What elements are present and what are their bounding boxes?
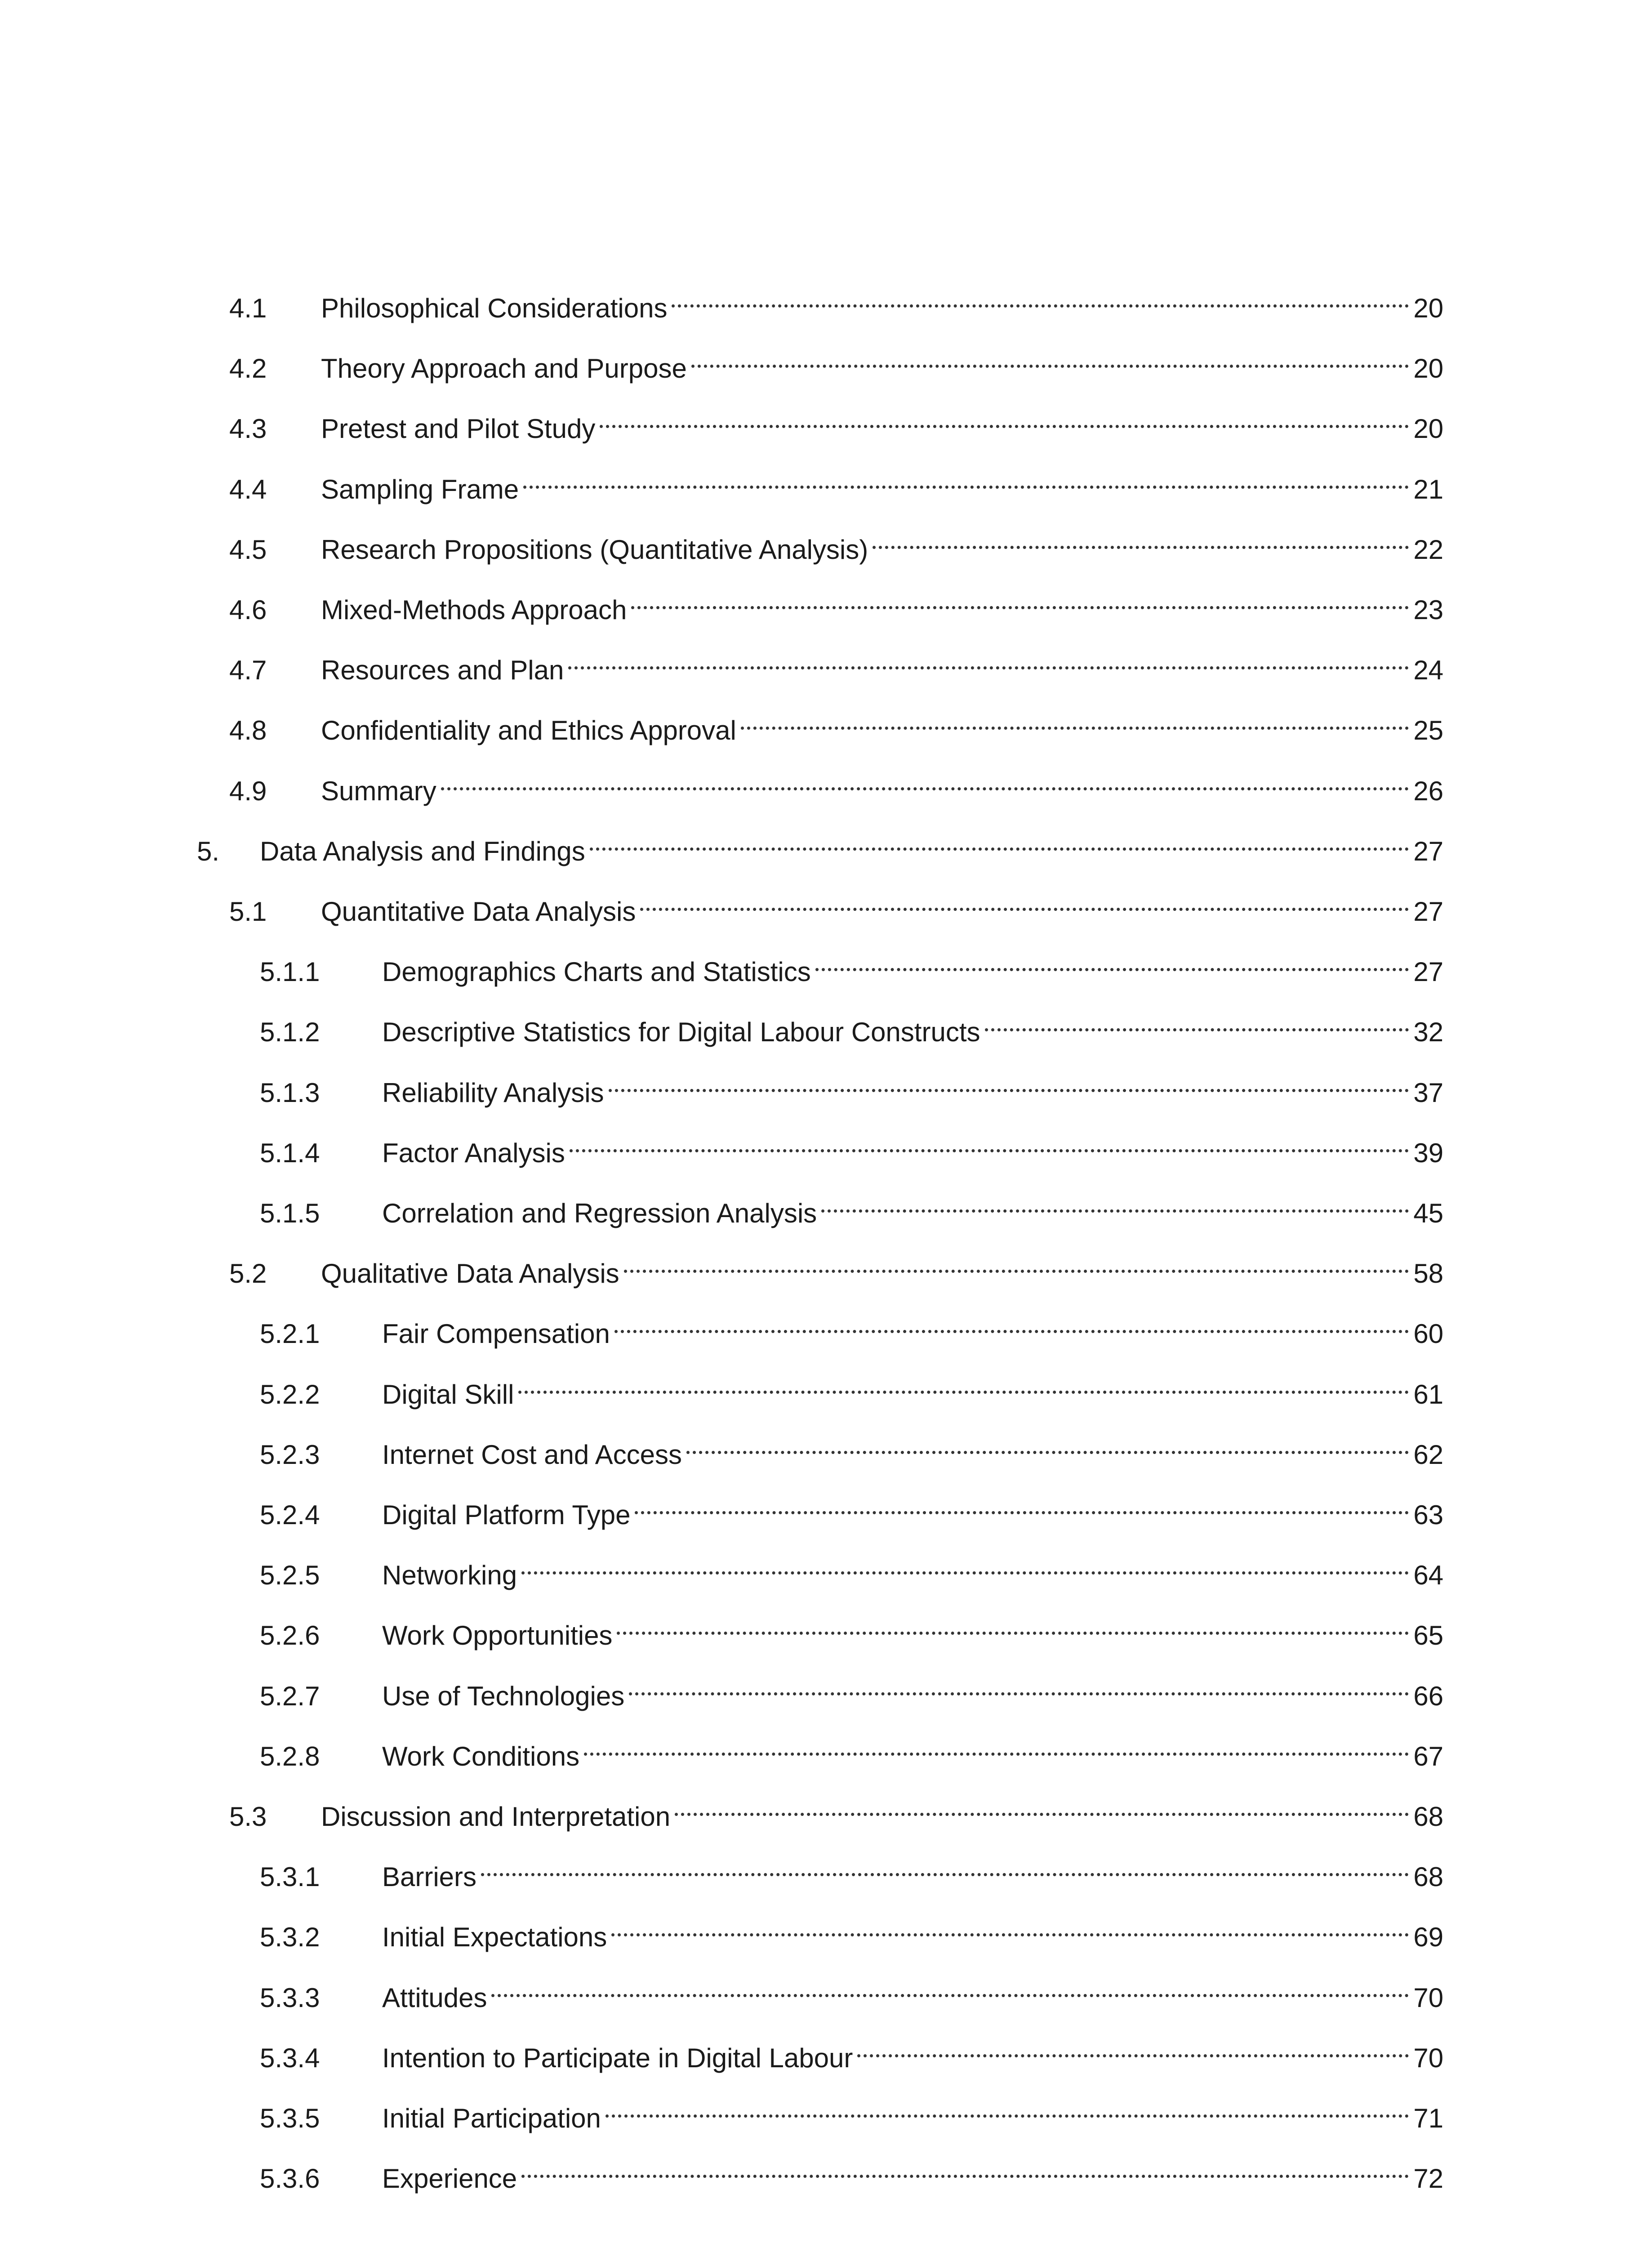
toc-entry-number: 4.2 [229,353,267,384]
toc-entry[interactable] [260,1601,1443,1650]
toc-entry-title: Initial Expectations [382,1922,607,1952]
toc-entry-page-number: 70 [1413,1983,1443,2013]
dot-leader [617,1601,1409,1645]
dot-leader [481,1843,1409,1886]
toc-entry-number: 5.2.7 [260,1681,320,1711]
dot-leader [624,1240,1409,1283]
dot-leader [611,1903,1409,1946]
toc-entry-number: 4.5 [229,535,267,565]
dot-leader [523,455,1409,499]
toc-entry-number: 4.6 [229,595,267,625]
toc-entry-number: 5.3.1 [260,1862,320,1892]
toc-entry-page-number: 58 [1413,1258,1443,1289]
toc-entry[interactable] [229,878,1443,927]
toc-entry[interactable] [260,1662,1443,1711]
toc-entry[interactable] [260,1541,1443,1590]
toc-entry-number: 5. [197,836,220,866]
toc-entry-page-number: 39 [1413,1138,1443,1168]
toc-entry-title: Mixed-Methods Approach [321,595,627,625]
toc-entry[interactable] [229,395,1443,444]
toc-entry-page-number: 37 [1413,1078,1443,1108]
toc-entry[interactable] [229,274,1443,323]
toc-entry-title: Discussion and Interpretation [321,1802,671,1832]
toc-entry-page-number: 32 [1413,1017,1443,1047]
toc-entry[interactable] [229,636,1443,685]
toc-entry-number: 5.2.2 [260,1379,320,1409]
toc-entry-title: Philosophical Considerations [321,293,668,323]
toc-entry[interactable] [260,1179,1443,1228]
toc-entry-number: 4.8 [229,715,267,745]
dot-leader [518,1360,1409,1404]
toc-entry[interactable] [260,1119,1443,1168]
toc-entry-page-number: 45 [1413,1198,1443,1228]
toc-entry-title: Qualitative Data Analysis [321,1258,619,1289]
toc-entry-number: 5.1.5 [260,1198,320,1228]
dot-leader [584,1722,1409,1766]
toc-entry-page-number: 64 [1413,1560,1443,1590]
toc-entry-page-number: 69 [1413,1922,1443,1952]
dot-leader [491,1964,1409,2007]
dot-leader [609,1059,1409,1102]
toc-entry-number: 5.1.4 [260,1138,320,1168]
dot-leader [741,696,1409,740]
toc-entry-number: 5.3 [229,1802,267,1832]
dot-leader [600,395,1409,438]
dot-leader [815,938,1409,981]
toc-entry-title: Use of Technologies [382,1681,625,1711]
toc-entry-page-number: 65 [1413,1620,1443,1650]
toc-entry-number: 5.1.2 [260,1017,320,1047]
toc-entry[interactable] [260,998,1443,1047]
toc-entry-page-number: 68 [1413,1802,1443,1832]
toc-entry-title: Barriers [382,1862,477,1892]
toc-entry-page-number: 61 [1413,1379,1443,1409]
toc-entry[interactable] [260,1300,1443,1349]
dot-leader [568,636,1409,679]
dot-leader [606,2084,1409,2128]
toc-entry-title: Confidentiality and Ethics Approval [321,715,736,745]
dot-leader [570,1119,1409,1162]
toc-entry-title: Resources and Plan [321,655,564,685]
toc-entry-page-number: 21 [1413,474,1443,504]
toc-entry-number: 5.2.5 [260,1560,320,1590]
toc-entry-page-number: 20 [1413,293,1443,323]
toc-entry[interactable] [229,757,1443,806]
dot-leader [614,1300,1409,1343]
toc-entry-page-number: 68 [1413,1862,1443,1892]
toc-entry[interactable] [229,1783,1443,1832]
dot-leader [521,2145,1409,2188]
dot-leader [857,2024,1409,2067]
toc-entry[interactable] [260,1964,1443,2013]
toc-entry-page-number: 70 [1413,2043,1443,2073]
toc-entry[interactable] [260,1059,1443,1108]
toc-entry-number: 5.3.2 [260,1922,320,1952]
toc-entry-number: 4.9 [229,776,267,806]
toc-entry[interactable] [260,1843,1443,1892]
toc-entry-number: 5.1.3 [260,1078,320,1108]
toc-entry-page-number: 60 [1413,1319,1443,1349]
dot-leader [985,998,1409,1041]
toc-entry-title: Research Propositions (Quantitative Analysis) [321,535,868,565]
toc-entry[interactable] [260,938,1443,987]
dot-leader [821,1179,1409,1222]
toc-entry-title: Fair Compensation [382,1319,610,1349]
toc-entry-title: Digital Skill [382,1379,514,1409]
toc-entry-title: Sampling Frame [321,474,519,504]
toc-entry-page-number: 62 [1413,1440,1443,1470]
toc-entry-number: 5.2.8 [260,1741,320,1771]
toc-entry-title: Data Analysis and Findings [260,836,585,866]
dot-leader [635,1481,1409,1524]
toc-entry[interactable] [229,335,1443,384]
toc-entry-page-number: 20 [1413,353,1443,384]
toc-entry-title: Demographics Charts and Statistics [382,957,811,987]
toc-entry-page-number: 72 [1413,2163,1443,2194]
toc-entry-number: 5.3.5 [260,2103,320,2133]
dot-leader [640,878,1409,921]
toc-entry[interactable] [260,1903,1443,1952]
toc-entry-page-number: 71 [1413,2103,1443,2133]
toc-entry-number: 4.4 [229,474,267,504]
toc-entry[interactable] [260,2024,1443,2073]
toc-entry-title: Correlation and Regression Analysis [382,1198,817,1228]
toc-entry[interactable] [229,1240,1443,1289]
toc-entry-number: 5.2.4 [260,1500,320,1530]
toc-entry-title: Descriptive Statistics for Digital Labour Constructs [382,1017,980,1047]
dot-leader [675,1783,1409,1826]
toc-entry-title: Work Opportunities [382,1620,613,1650]
toc-entry-title: Factor Analysis [382,1138,565,1168]
toc-entry-page-number: 24 [1413,655,1443,685]
toc-entry-number: 5.1 [229,897,267,927]
toc-entry-page-number: 66 [1413,1681,1443,1711]
toc-entry-number: 4.1 [229,293,267,323]
toc-entry-page-number: 63 [1413,1500,1443,1530]
toc-entry[interactable] [260,1722,1443,1771]
toc-entry-page-number: 25 [1413,715,1443,745]
toc-entry-title: Quantitative Data Analysis [321,897,636,927]
toc-entry-page-number: 27 [1413,897,1443,927]
dot-leader [873,516,1409,559]
toc-entry-title: Theory Approach and Purpose [321,353,687,384]
toc-entry-title: Reliability Analysis [382,1078,604,1108]
toc-entry-title: Digital Platform Type [382,1500,631,1530]
toc-entry-number: 5.3.4 [260,2043,320,2073]
toc-entry-number: 5.3.6 [260,2163,320,2194]
toc-entry-title: Initial Participation [382,2103,601,2133]
toc-entry-page-number: 27 [1413,836,1443,866]
toc-entry-title: Attitudes [382,1983,487,2013]
toc-entry[interactable] [229,455,1443,504]
toc-entry[interactable] [260,1421,1443,1470]
toc-entry-number: 5.2.1 [260,1319,320,1349]
toc-entry-title: Work Conditions [382,1741,580,1771]
toc-entry-title: Networking [382,1560,517,1590]
toc-entry[interactable] [229,696,1443,745]
toc-entry-title: Pretest and Pilot Study [321,414,596,444]
toc-entry[interactable] [260,1481,1443,1530]
toc-entry-page-number: 27 [1413,957,1443,987]
toc-entry-page-number: 22 [1413,535,1443,565]
toc-entry[interactable] [260,2145,1443,2194]
toc-entry-page-number: 67 [1413,1741,1443,1771]
dot-leader [686,1421,1409,1464]
toc-entry-page-number: 20 [1413,414,1443,444]
toc-entry-number: 5.2 [229,1258,267,1289]
toc-entry[interactable] [260,2084,1443,2133]
toc-entry-title: Intention to Participate in Digital Labour [382,2043,853,2073]
toc-entry-title: Experience [382,2163,517,2194]
toc-entry-number: 4.3 [229,414,267,444]
toc-entry[interactable] [229,516,1443,565]
toc-entry-number: 5.2.3 [260,1440,320,1470]
dot-leader [521,1541,1409,1584]
toc-entry[interactable] [229,576,1443,625]
toc-entry[interactable] [197,817,1443,866]
toc-entry-page-number: 26 [1413,776,1443,806]
toc-entry-number: 4.7 [229,655,267,685]
toc-entry[interactable] [260,1360,1443,1409]
dot-leader [441,757,1409,800]
toc-entry-number: 5.1.1 [260,957,320,987]
dot-leader [631,576,1409,619]
dot-leader [691,335,1409,378]
toc-entry-number: 5.2.6 [260,1620,320,1650]
toc-entry-page-number: 23 [1413,595,1443,625]
toc-entry-title: Internet Cost and Access [382,1440,682,1470]
dot-leader [590,817,1409,861]
toc-entry-title: Summary [321,776,436,806]
dot-leader [629,1662,1409,1705]
dot-leader [672,274,1409,317]
toc-entry-number: 5.3.3 [260,1983,320,2013]
